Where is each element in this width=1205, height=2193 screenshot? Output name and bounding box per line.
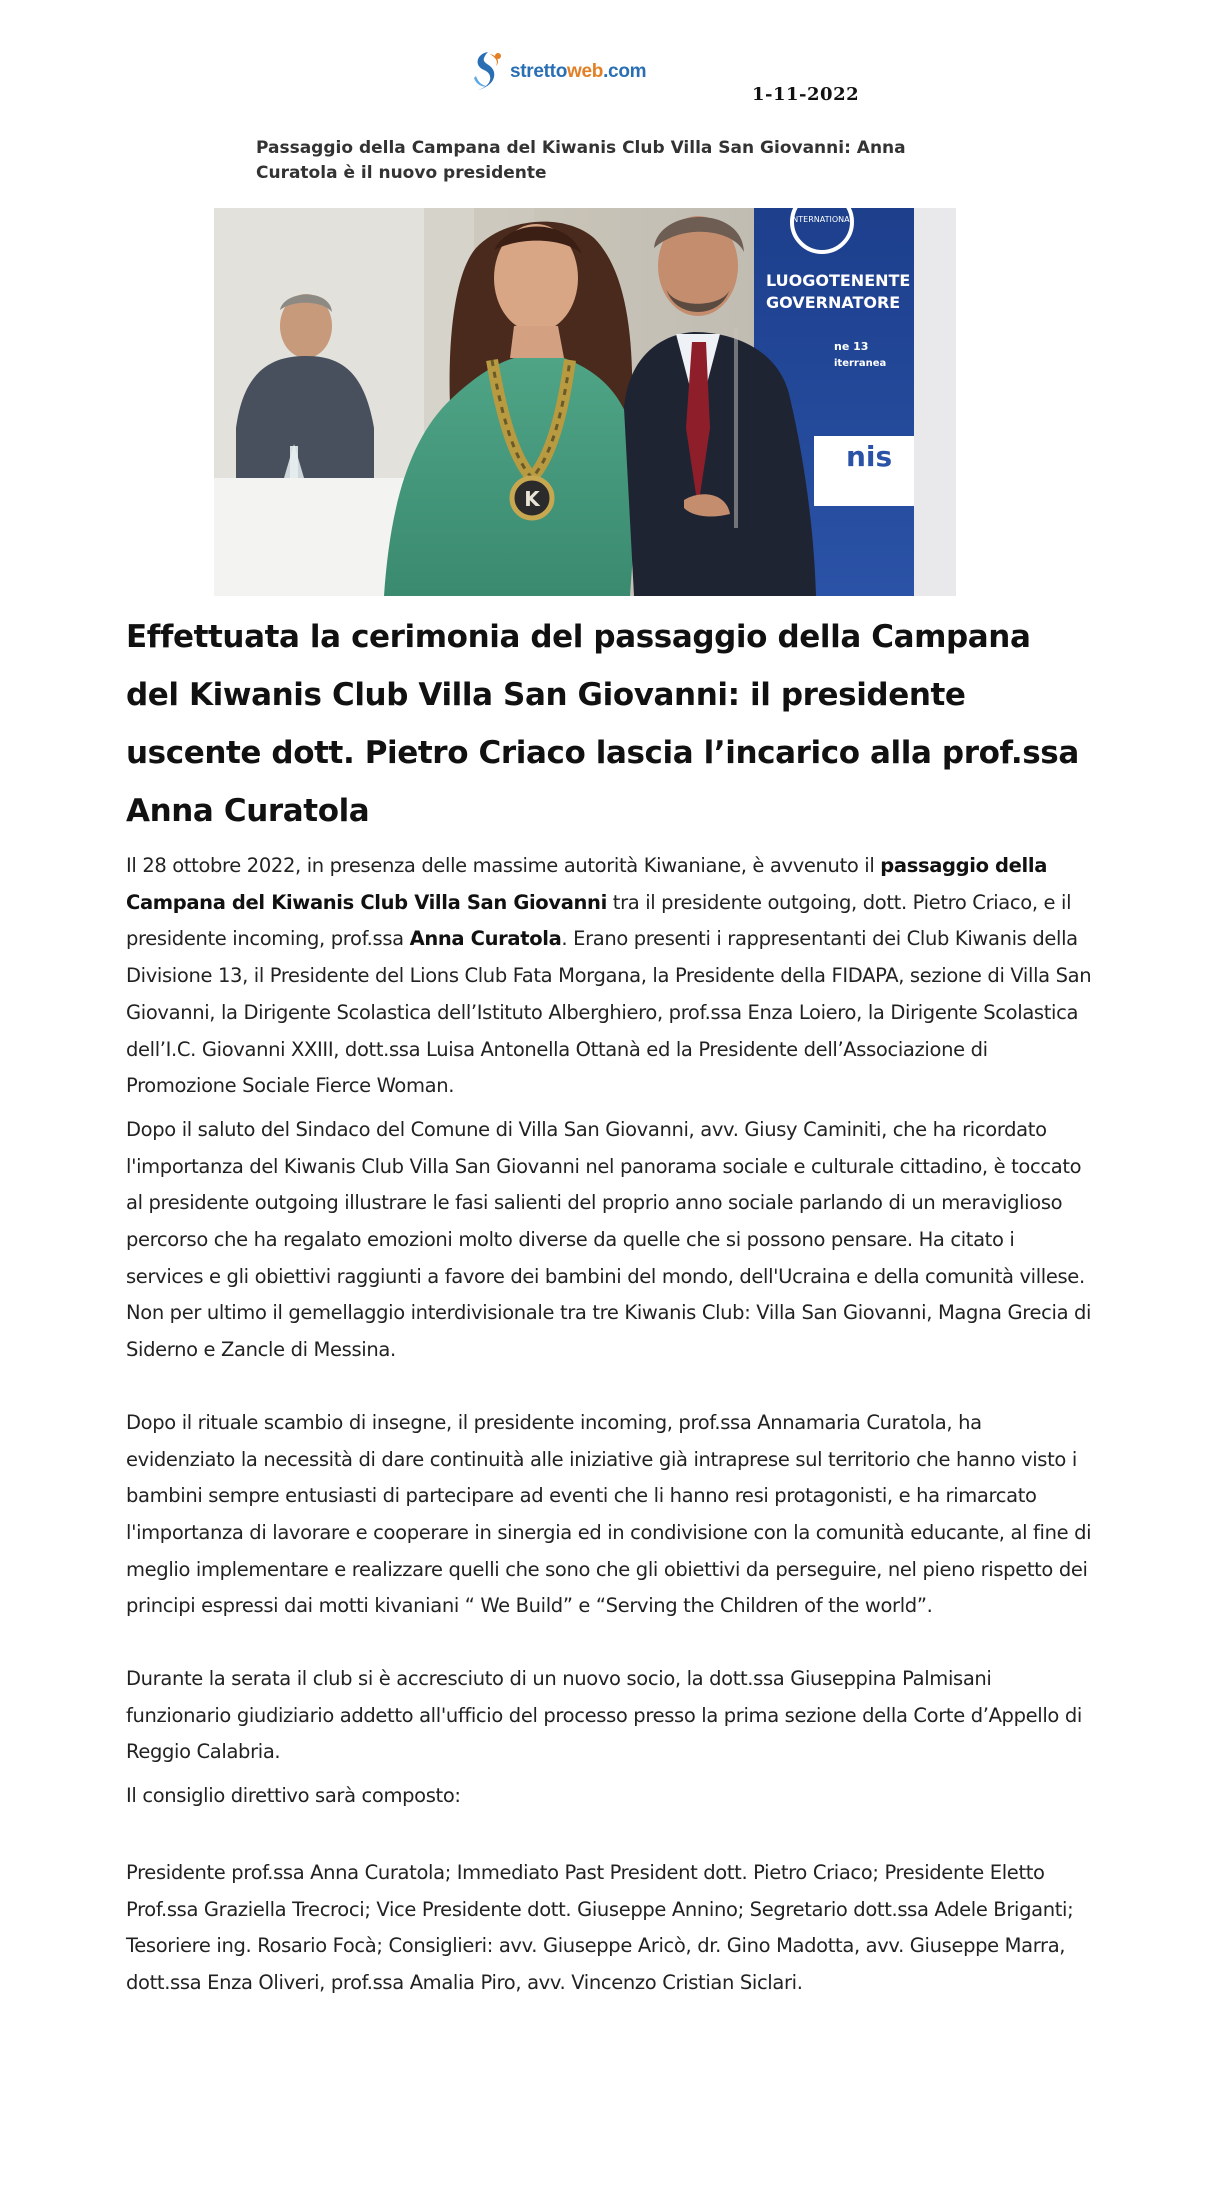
article-title: Effettuata la cerimonia del passaggio della Campana del Kiwanis Club Villa San Giovanni: il presidente uscente dott. Pietro Criaco lascia l’incarico alla prof.ssa Anna Curatola [126, 619, 1079, 829]
paragraph-3: Dopo il rituale scambio di insegne, il presidente incoming, prof.ssa Annamaria Curatola, ha evidenziato la necessità di dare continuità alle iniziative già intraprese sul territorio che hanno visto i bambini sempre entusiasti di partecipare ad eventi che li hanno resi protagonisti, e ha rimarcato l'importanza di lavorare e cooperare in sinergia ed in condivisione con la comunità educante, al fine di meglio implementare e realizzare quelli che sono che gli obiettivi da perseguire, nel pieno rispetto dei principi espressi dai motti kivaniani “ We Build” e “Serving the Children of the world”. [126, 1410, 1092, 1618]
article-headline: Passaggio della Campana del Kiwanis Club Villa San Giovanni: Anna Curatola è il nuovo presidente [256, 138, 906, 183]
strettoweb-logo-icon [466, 48, 508, 96]
banner-text-1: LUOGOTENENTE [766, 271, 911, 290]
paragraph-5: Il consiglio direttivo sarà composto: [126, 1784, 461, 1808]
strettoweb-logo[interactable] [466, 46, 666, 98]
banner-text-3: ne 13 [834, 340, 869, 353]
publication-date: 1-11-2022 [752, 84, 860, 105]
article-body [126, 848, 1096, 2009]
strettoweb-logo-text: strettoweb.com [510, 61, 647, 82]
banner-seal-text: INTERNATIONAL [789, 215, 855, 224]
banner-text-2: GOVERNATORE [766, 293, 901, 312]
paragraph-2: Dopo il saluto del Sindaco del Comune di Villa San Giovanni, avv. Giusy Caminiti, che ha ricordato l'importanza del Kiwanis Club Villa San Giovanni nel panorama sociale e culturale cittadino, è toccato al presidente outgoing illustrare le fasi salienti del proprio anno sociale parlando di un meraviglioso percorso che ha regalato emozioni molto diverse da quelle che si possono pensare. Ha citato i services e gli obiettivi raggiunti a favore dei bambini del mondo, dell'Ucraina e della comunità villese. Non per ultimo il gemellaggio interdivisionale tra tre Kiwanis Club: Villa San Giovanni, Magna Grecia di Siderno e Zancle di Messina. [126, 1117, 1092, 1362]
article-photo [214, 208, 956, 596]
medal-letter: K [524, 487, 540, 511]
paragraph-4: Durante la serata il club si è accresciuto di un nuovo socio, la dott.ssa Giuseppina Palmisani funzionario giudiziario addetto all'ufficio del processo presso la prima sezione della Corte d’Appello di Reggio Calabria. [126, 1667, 1082, 1764]
paragraph-6: Presidente prof.ssa Anna Curatola; Immediato Past President dott. Pietro Criaco; Presidente Eletto Prof.ssa Graziella Trecroci; Vice Presidente dott. Giuseppe Annino; Segretario dott.ssa Adele Briganti; Tesoriere ing. Rosario Focà; Consiglieri: avv. Giuseppe Aricò, dr. Gino Madotta, avv. Giuseppe Marra, dott.ssa Enza Oliveri, prof.ssa Amalia Piro, avv. Vincenzo Cristian Siclari. [126, 1860, 1074, 1994]
banner-text-5: nis [846, 440, 893, 473]
paragraph-1: Il 28 ottobre 2022, in presenza delle massime autorità Kiwaniane, è avvenuto il passaggio della Campana del Kiwanis Club Villa San Giovanni tra il presidente outgoing, dott. Pietro Criaco, e il presidente incoming, prof.ssa Anna Curatola. Erano presenti i rappresentanti dei Club Kiwanis della Divisione 13, il Presidente del Lions Club Fata Morgana, la Presidente della FIDAPA, sezione di Villa San Giovanni, la Dirigente Scolastica dell’Istituto Alberghiero, prof.ssa Enza Loiero, la Dirigente Scolastica dell’I.C. Giovanni XXIII, dott.ssa Luisa Antonella Ottanà ed la Presidente dell’Associazione di Promozione Sociale Fierce Woman. [126, 854, 1092, 1098]
photo-illustration [214, 208, 956, 596]
banner-text-4: iterranea [834, 358, 887, 369]
